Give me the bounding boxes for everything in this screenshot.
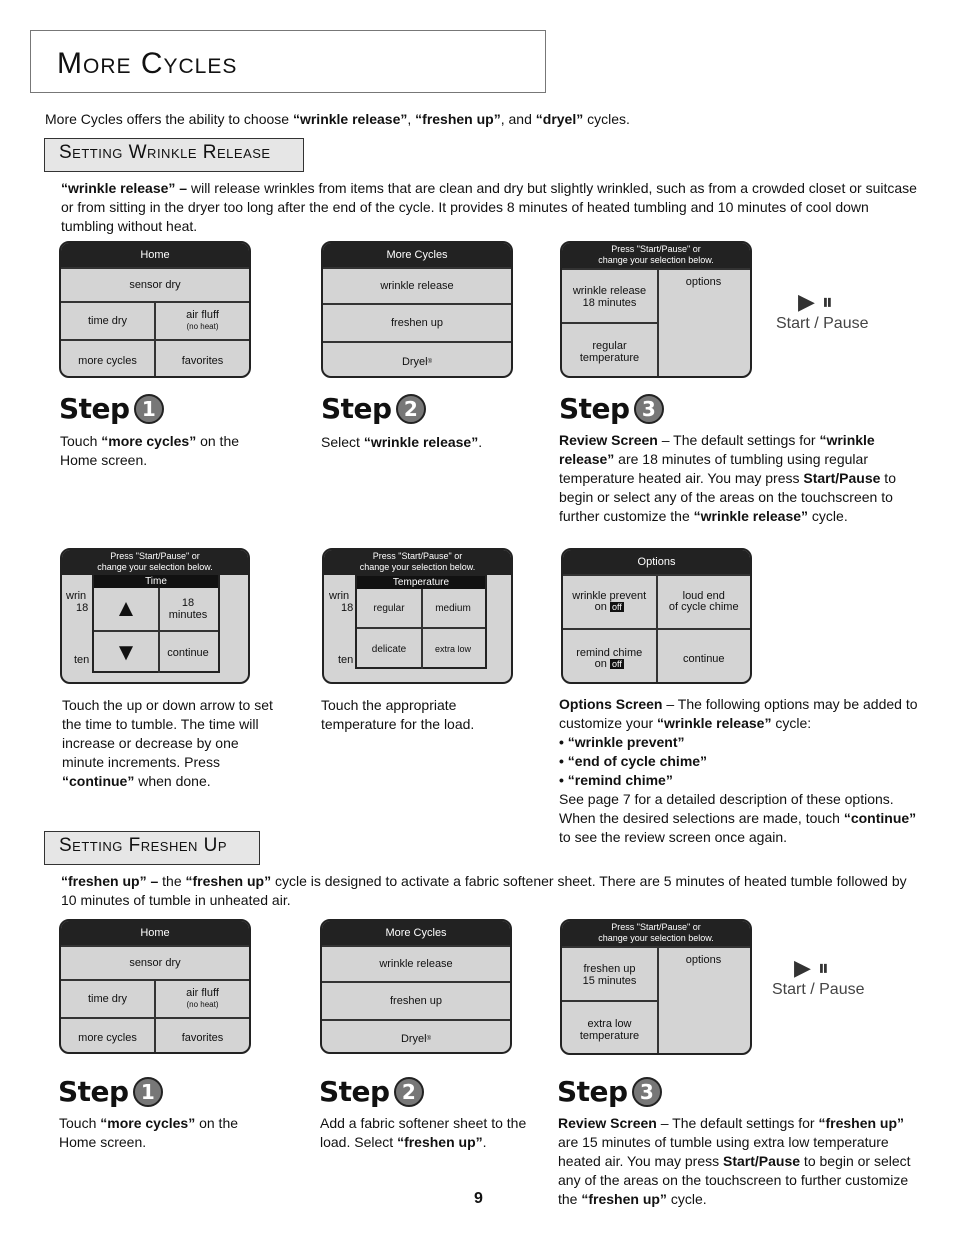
step-3-text-2: Review Screen – The default settings for “freshen up” are 15 minutes of tumble using extra low temperature heated air. You may press Start/Pause to begin or select any of the areas on the touchscreen to further customize the “freshen up” cycle.	[558, 1115, 911, 1207]
dryel-button[interactable]: Dryel ®	[400, 1033, 432, 1045]
down-arrow-icon[interactable]: ▼	[94, 630, 160, 673]
section-heading-freshen-up: Setting Freshen Up	[44, 831, 260, 865]
freshen-up-description: “freshen up” – the “freshen up” cycle is designed to activate a fabric softener sheet. There are 5 minutes of heated tumble followed by 10 minutes of tumble in unheated air.	[61, 873, 907, 908]
review-screen-freshen: Press "Start/Pause" or change your selection below. freshen up 15 minutes options extra low temperature	[560, 919, 752, 1055]
step-3-heading-2: Step 3	[557, 1075, 662, 1108]
temperature-popup	[355, 574, 487, 669]
continue-button[interactable]: continue	[158, 630, 218, 673]
start-pause-graphic	[776, 290, 886, 333]
play-pause-icon: ▶ ⏸	[798, 290, 833, 315]
review-screen-wrinkle: Press "Start/Pause" or change your selection below. wrinkle release 18 minutes options regular temperature	[560, 241, 752, 378]
step-2-heading-2: Step 2	[319, 1075, 424, 1108]
step-1-text-2: Touch “more cycles” on the Home screen.	[59, 1115, 239, 1150]
freshen-up-button[interactable]: freshen up	[390, 994, 442, 1007]
regular-temp-button[interactable]: regular	[357, 589, 423, 627]
temperature-popup-title: Temperature	[357, 576, 485, 589]
options-button[interactable]: options	[657, 946, 750, 1053]
dryel-button[interactable]: Dryel ®	[401, 356, 433, 368]
section-heading-wrinkle-release: Setting Wrinkle Release	[44, 138, 304, 172]
medium-temp-button[interactable]: medium	[435, 602, 471, 614]
freshen-up-button[interactable]: freshen up	[391, 316, 443, 329]
temperature-button[interactable]: extra low temperature	[562, 1000, 659, 1055]
wrinkle-prevent-toggle[interactable]: wrinkle prevent on off	[572, 590, 647, 613]
delicate-temp-button[interactable]: delicate	[357, 627, 423, 669]
air-fluff-button[interactable]: air fluff (no heat)	[154, 303, 249, 339]
intro-text: More Cycles offers the ability to choose “wrinkle release”, “freshen up”, and “dryel” cycles.	[45, 111, 630, 127]
options-header: Options	[563, 550, 750, 574]
start-pause-label: Start / Pause	[776, 315, 869, 332]
sensor-dry-button[interactable]: sensor dry	[129, 278, 181, 291]
options-continue-button[interactable]: continue	[656, 630, 751, 684]
wrinkle-release-description: “wrinkle release” – will release wrinkles from items that are clean and dry but slightly wrinkled, such as from a crowded closet or suitcase or from sitting in the dryer too long after the end of the cycle. It provides 8 minutes of heated tumbling and 10 minutes of cool down tumbling without heat.	[61, 180, 917, 234]
step-2-text: Select “wrinkle release”.	[321, 434, 483, 450]
step-2-heading: Step 2	[321, 392, 426, 425]
more-cycles-button[interactable]: more cycles	[78, 1032, 137, 1044]
options-instructions: Options Screen – The following options may be added to customize your “wrinkle release” cycle: • “wrinkle prevent” • “end of cycle chime” • “remind chime” See page 7 for a detailed description of these options. When the desired selections are made, touch “continue” to see the review screen once again.	[559, 696, 918, 845]
time-popup-title: Time	[94, 575, 218, 588]
step-3-text: Review Screen – The default settings for “wrinkle release” are 18 minutes of tumbling using regular temperature heated air. You may press Start/Pause to begin or select any of the areas on the touchscreen to further customize the “wrinkle release” cycle.	[559, 432, 896, 524]
home-screen	[59, 241, 251, 378]
sensor-dry-button[interactable]: sensor dry	[129, 956, 181, 969]
temperature-instructions: Touch the appropriate temperature for the load.	[321, 697, 475, 732]
start-pause-graphic-2	[772, 956, 882, 999]
step-2-text-2: Add a fabric softener sheet to the load. Select “freshen up”.	[320, 1115, 527, 1150]
step-1-heading: Step 1	[59, 392, 164, 425]
more-cycles-button[interactable]: more cycles	[78, 355, 137, 367]
temperature-button[interactable]: regular temperature	[562, 322, 659, 378]
step-1-heading-2: Step 1	[58, 1075, 163, 1108]
air-fluff-button[interactable]: air fluff (no heat)	[154, 981, 249, 1017]
wrinkle-release-button[interactable]: wrinkle release	[380, 279, 454, 292]
cycle-time-button[interactable]: freshen up 15 minutes	[562, 946, 659, 1002]
favorites-button[interactable]: favorites	[154, 1019, 249, 1054]
options-button[interactable]: options	[657, 268, 750, 376]
home-screen-2: Home sensor dry time dry air fluff (no heat) more cycles favorites	[59, 919, 251, 1054]
home-header: Home	[61, 243, 249, 267]
more-cycles-screen-2: More Cycles wrinkle release freshen up Dryel ®	[320, 919, 512, 1054]
temperature-screen: Press "Start/Pause" or change your selection below. wrin 18 ten Temperature regular medium delicate extra low	[322, 548, 513, 684]
time-popup	[92, 573, 220, 673]
up-arrow-icon[interactable]: ▲	[94, 588, 160, 630]
extra-low-temp-button[interactable]: extra low	[421, 627, 485, 669]
play-pause-icon: ▶ ⏸	[794, 956, 829, 981]
step-3-heading: Step 3	[559, 392, 664, 425]
more-cycles-screen	[321, 241, 513, 378]
cycle-time-button[interactable]: wrinkle release 18 minutes	[562, 268, 659, 324]
step-1-text: Touch “more cycles” on the Home screen.	[60, 433, 240, 468]
time-dry-button[interactable]: time dry	[87, 314, 128, 327]
time-screen: Press "Start/Pause" or change your selection below. wrin 18 ten Time ▲ 18 minutes ▼ continue	[60, 548, 250, 684]
minutes-display: 18 minutes	[168, 597, 208, 621]
favorites-button[interactable]: favorites	[154, 341, 249, 378]
loud-end-chime-toggle[interactable]: loud end of cycle chime	[656, 576, 751, 628]
time-instructions: Touch the up or down arrow to set the time to tumble. The time will increase or decrease by one minute increments. Press “continue” when done.	[62, 697, 273, 789]
more-cycles-header: More Cycles	[323, 243, 511, 267]
remind-chime-toggle[interactable]: remind chime on off	[576, 647, 643, 670]
page-title-box	[30, 30, 546, 93]
start-pause-label: Start / Pause	[772, 981, 865, 998]
time-dry-button[interactable]: time dry	[87, 992, 128, 1005]
page-number: 9	[474, 1190, 483, 1207]
options-screen	[561, 548, 752, 684]
page-title: More Cycles	[57, 47, 238, 80]
wrinkle-release-button[interactable]: wrinkle release	[379, 957, 453, 970]
